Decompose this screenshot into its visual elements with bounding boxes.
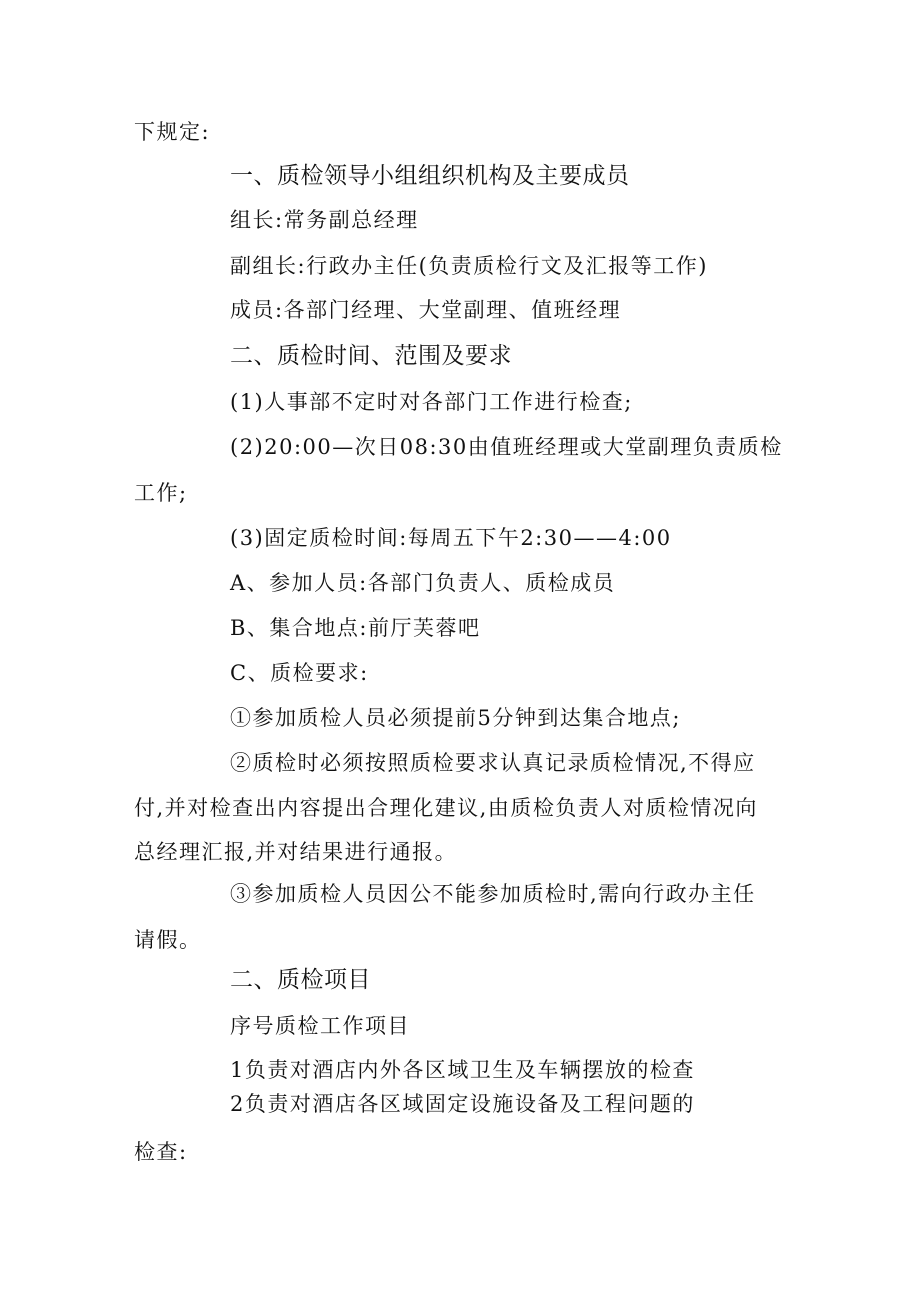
req2-line2: 付,并对检查出内容提出合理化建议,由质检负责人对质检情况向 [134,796,758,820]
req1-text: ①参加质检人员必须提前5分钟到达集合地点; [230,706,681,730]
sub-a-text: A、参加人员:各部门负责人、质检成员 [230,571,616,595]
leader-text: 组长:常务副总经理 [230,208,419,232]
item2-line1: (2)20:00—次日08:30由值班经理或大堂副理负责质检 [230,435,783,459]
table-row-1: 1负责对酒店内外各区域卫生及车辆摆放的检查 [230,1058,695,1082]
section2-heading: 二、质检时间、范围及要求 [230,343,512,369]
members-text: 成员:各部门经理、大堂副理、值班经理 [230,298,622,322]
table-row-2-line2: 检查: [134,1140,188,1164]
section3-heading: 二、质检项目 [230,967,371,993]
req2-line1: ②质检时必须按照质检要求认真记录质检情况,不得应 [230,751,756,775]
item2-line2: 工作; [134,481,188,505]
table-header-text: 序号质检工作项目 [230,1014,410,1038]
req3-line2: 请假。 [134,928,202,952]
req3-line1: ③参加质检人员因公不能参加质检时,需向行政办主任 [230,882,756,906]
req2-line3: 总经理汇报,并对结果进行通报。 [134,840,458,864]
item3-text: (3)固定质检时间:每周五下午2:30——4:00 [230,526,672,550]
table-row-2-line1: 2负责对酒店各区域固定设施设备及工程问题的 [230,1092,695,1116]
intro-tail-text: 下规定: [134,120,211,144]
sub-b-text: B、集合地点:前厅芙蓉吧 [230,616,481,640]
sub-c-text: C、质检要求: [230,661,369,685]
vice-leader-text: 副组长:行政办主任(负责质检行文及汇报等工作) [230,254,708,278]
item1-text: (1)人事部不定时对各部门工作进行检查; [230,390,633,414]
section1-heading: 一、质检领导小组组织机构及主要成员 [230,163,630,189]
